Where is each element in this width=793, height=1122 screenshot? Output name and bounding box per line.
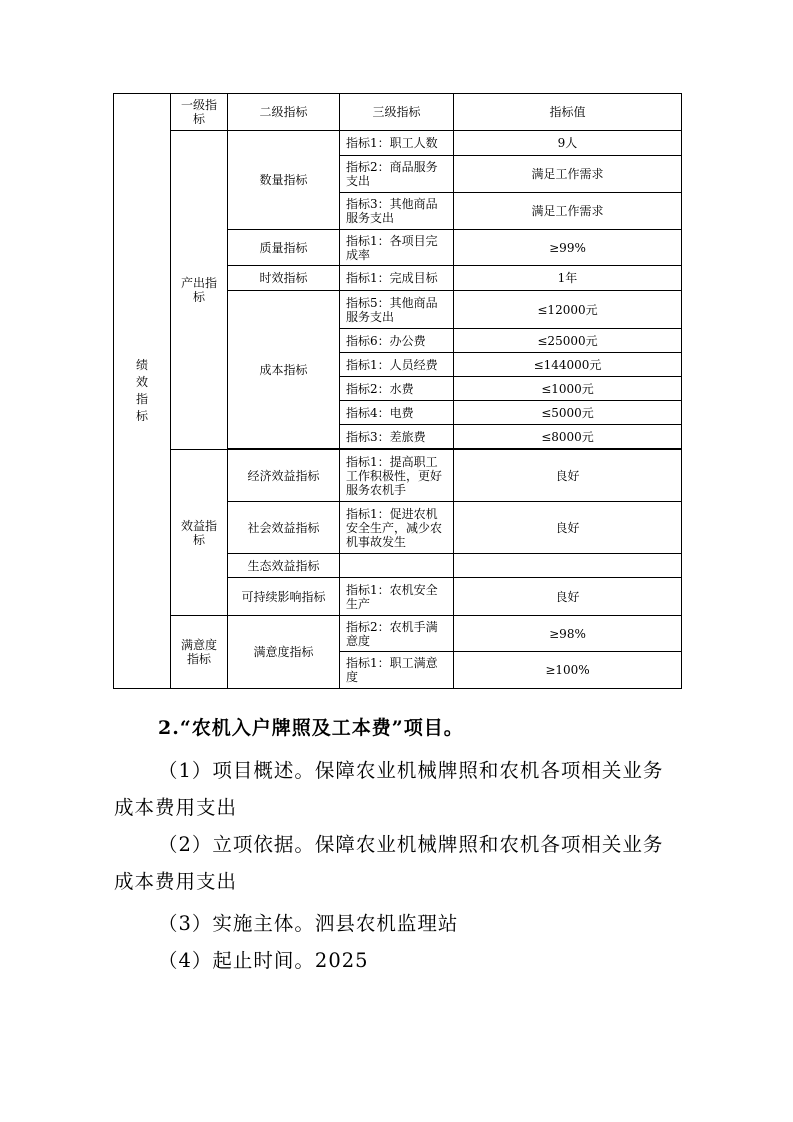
level3-name: 指标1：农机安全生产 (340, 578, 454, 616)
level3-name: 指标1：完成目标 (340, 266, 454, 291)
metric-value: ≤8000元 (454, 425, 682, 449)
paragraph-text: （2）立项依据。保障农业机械牌照和农机各项相关业务成本费用支出 (114, 833, 664, 893)
metric-value: ≤25000元 (454, 329, 682, 353)
metric-value: 满足工作需求 (454, 156, 682, 193)
metric-value: 满足工作需求 (454, 193, 682, 230)
paragraph-overview (114, 752, 680, 826)
paragraph-implementer: （3）实施主体。泗县农机监理站 (158, 912, 459, 935)
level2-cost: 成本指标 (228, 291, 340, 449)
level3-name: 指标1：职工满意度 (340, 652, 454, 689)
metric-value: 1年 (454, 266, 682, 291)
paragraph-period: （4）起止时间。2025 (158, 949, 369, 972)
metric-value: 9人 (454, 131, 682, 156)
level3-name: 指标6：办公费 (340, 329, 454, 353)
performance-metrics-table (113, 93, 682, 689)
level3-name (340, 554, 454, 578)
level3-name: 指标4：电费 (340, 401, 454, 425)
header-level1: 一级指标 (171, 94, 228, 131)
level3-name: 指标1：促进农机安全生产，减少农机事故发生 (340, 502, 454, 554)
level2-quality: 质量指标 (228, 230, 340, 266)
level2-economic: 经济效益指标 (228, 450, 340, 502)
header-level2: 二级指标 (228, 94, 340, 131)
metric-value: 良好 (454, 578, 682, 616)
level1-output: 产出指标 (171, 131, 228, 450)
level2-satisfaction: 满意度指标 (228, 616, 340, 689)
metric-value: ≤12000元 (454, 291, 682, 329)
header-value: 指标值 (454, 94, 682, 131)
metric-value: ≥98% (454, 616, 682, 652)
metric-value: ≤1000元 (454, 377, 682, 401)
metric-value: ≥100% (454, 652, 682, 689)
level2-ecological: 生态效益指标 (228, 554, 340, 578)
level2-quantity: 数量指标 (228, 131, 340, 230)
level3-name: 指标3：差旅费 (340, 425, 454, 449)
root-category-cell: 绩效指标 (114, 94, 171, 689)
level1-satisfaction: 满意度指标 (171, 616, 228, 689)
paragraph-basis (114, 826, 680, 900)
table-header-row (114, 94, 682, 131)
level3-name: 指标3：其他商品服务支出 (340, 193, 454, 230)
level1-benefit: 效益指标 (171, 450, 228, 616)
level3-name: 指标1：职工人数 (340, 131, 454, 156)
level3-name: 指标5：其他商品服务支出 (340, 291, 454, 329)
level3-name: 指标1：人员经费 (340, 353, 454, 377)
metric-value: ≤144000元 (454, 353, 682, 377)
level2-timeliness: 时效指标 (228, 266, 340, 291)
metric-value (454, 554, 682, 578)
section-heading: 2.“农机入户牌照及工本费”项目。 (158, 717, 464, 739)
metric-value: ≤5000元 (454, 401, 682, 425)
paragraph-text: （1）项目概述。保障农业机械牌照和农机各项相关业务成本费用支出 (114, 759, 664, 819)
level3-name: 指标2：农机手满意度 (340, 616, 454, 652)
table-row (114, 616, 682, 652)
level3-name: 指标2：水费 (340, 377, 454, 401)
metric-value: 良好 (454, 450, 682, 502)
metric-value: ≥99% (454, 230, 682, 266)
table-row (114, 131, 682, 156)
level3-name: 指标2：商品服务支出 (340, 156, 454, 193)
level3-name: 指标1：提高职工工作积极性，更好服务农机手 (340, 450, 454, 502)
level3-name: 指标1：各项目完成率 (340, 230, 454, 266)
table-row (114, 450, 682, 502)
level2-social: 社会效益指标 (228, 502, 340, 554)
level2-sustainable: 可持续影响指标 (228, 578, 340, 616)
header-level3: 三级指标 (340, 94, 454, 131)
metric-value: 良好 (454, 502, 682, 554)
